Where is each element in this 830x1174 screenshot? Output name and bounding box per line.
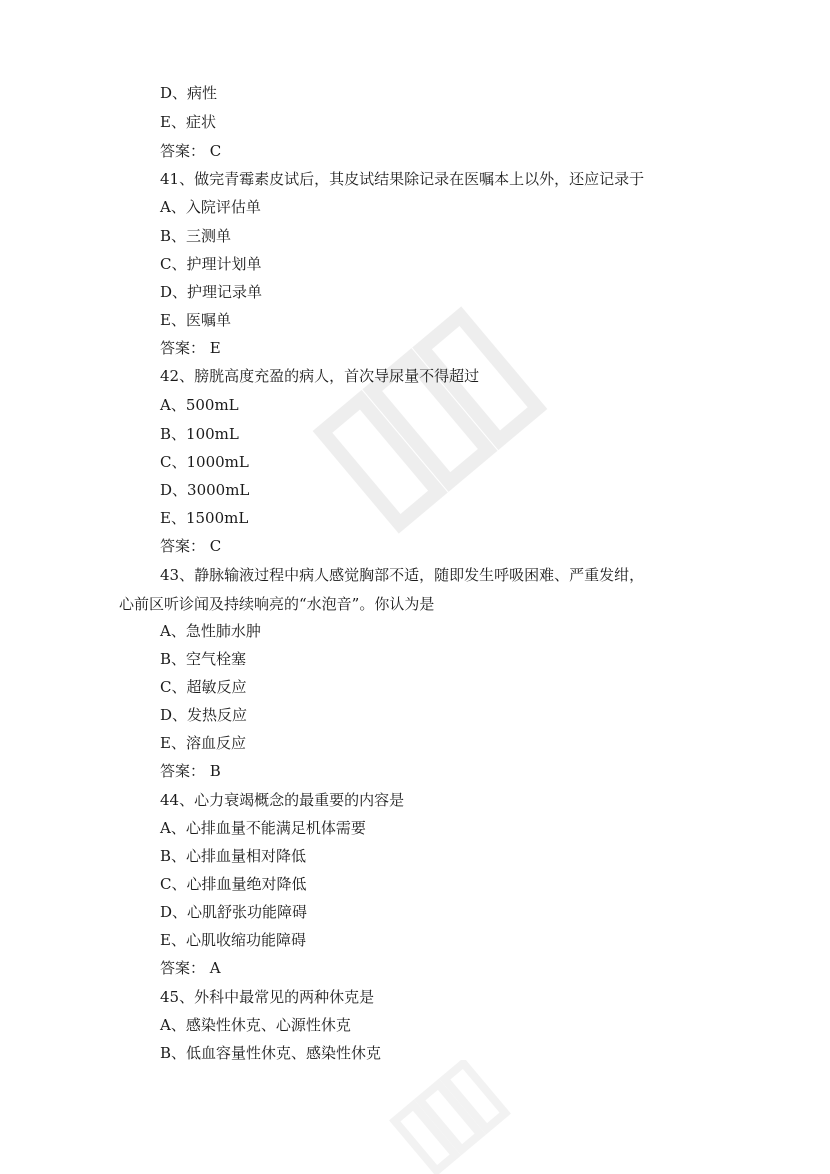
option-e-q42: E、1500mL: [160, 509, 249, 527]
option-e-q43: E、溶血反应: [160, 734, 246, 752]
answer-q43: 答案： B: [160, 762, 221, 780]
option-b-q43: B、空气栓塞: [160, 650, 247, 668]
option-c-q44: C、心排血量绝对降低: [160, 875, 307, 893]
option-b-q42: B、100mL: [160, 425, 239, 443]
option-e-q41: E、医嘱单: [160, 311, 231, 329]
option-a-q45: A、感染性休克、心源性休克: [160, 1016, 351, 1034]
question-44: 44、心力衰竭概念的最重要的内容是: [160, 791, 405, 809]
option-a-q41: A、入院评估单: [160, 198, 261, 216]
option-d-q41: D、护理记录单: [160, 283, 263, 301]
answer-q41: 答案： E: [160, 339, 221, 357]
question-41: 41、做完青霉素皮试后，其皮试结果除记录在医嘱本上以外，还应记录于: [160, 170, 645, 188]
option-c-q43: C、超敏反应: [160, 678, 247, 696]
watermark-logo: [300, 290, 560, 550]
question-43: 43、静脉输液过程中病人感觉胸部不适，随即发生呼吸困难、严重发绀，: [160, 566, 645, 584]
option-a-q43: A、急性肺水肿: [160, 622, 261, 640]
answer-q42: 答案： C: [160, 537, 222, 555]
option-e-q44: E、心肌收缩功能障碍: [160, 931, 306, 949]
option-e-q40: E、症状: [160, 113, 216, 131]
answer-q40: 答案： C: [160, 142, 222, 160]
option-b-q41: B、三测单: [160, 227, 232, 245]
answer-q44: 答案： A: [160, 959, 221, 977]
option-b-q45: B、低血容量性休克、感染性休克: [160, 1044, 382, 1062]
watermark-logo-bottom: [380, 1060, 520, 1174]
option-d-q43: D、发热反应: [160, 706, 248, 724]
option-d-q42: D、3000mL: [160, 481, 250, 499]
option-a-q44: A、心排血量不能满足机体需要: [160, 819, 366, 837]
question-42: 42、膀胱高度充盈的病人，首次导尿量不得超过: [160, 367, 480, 385]
question-43-continued: 心前区听诊闻及持续响亮的“水泡音”。你认为是: [119, 595, 435, 613]
question-45: 45、外科中最常见的两种休克是: [160, 988, 375, 1006]
option-c-q41: C、护理计划单: [160, 255, 262, 273]
option-c-q42: C、1000mL: [160, 453, 249, 471]
option-a-q42: A、500mL: [160, 396, 239, 414]
option-d-q44: D、心肌舒张功能障碍: [160, 903, 308, 921]
option-d-q40: D、病性: [160, 84, 218, 102]
option-b-q44: B、心排血量相对降低: [160, 847, 307, 865]
